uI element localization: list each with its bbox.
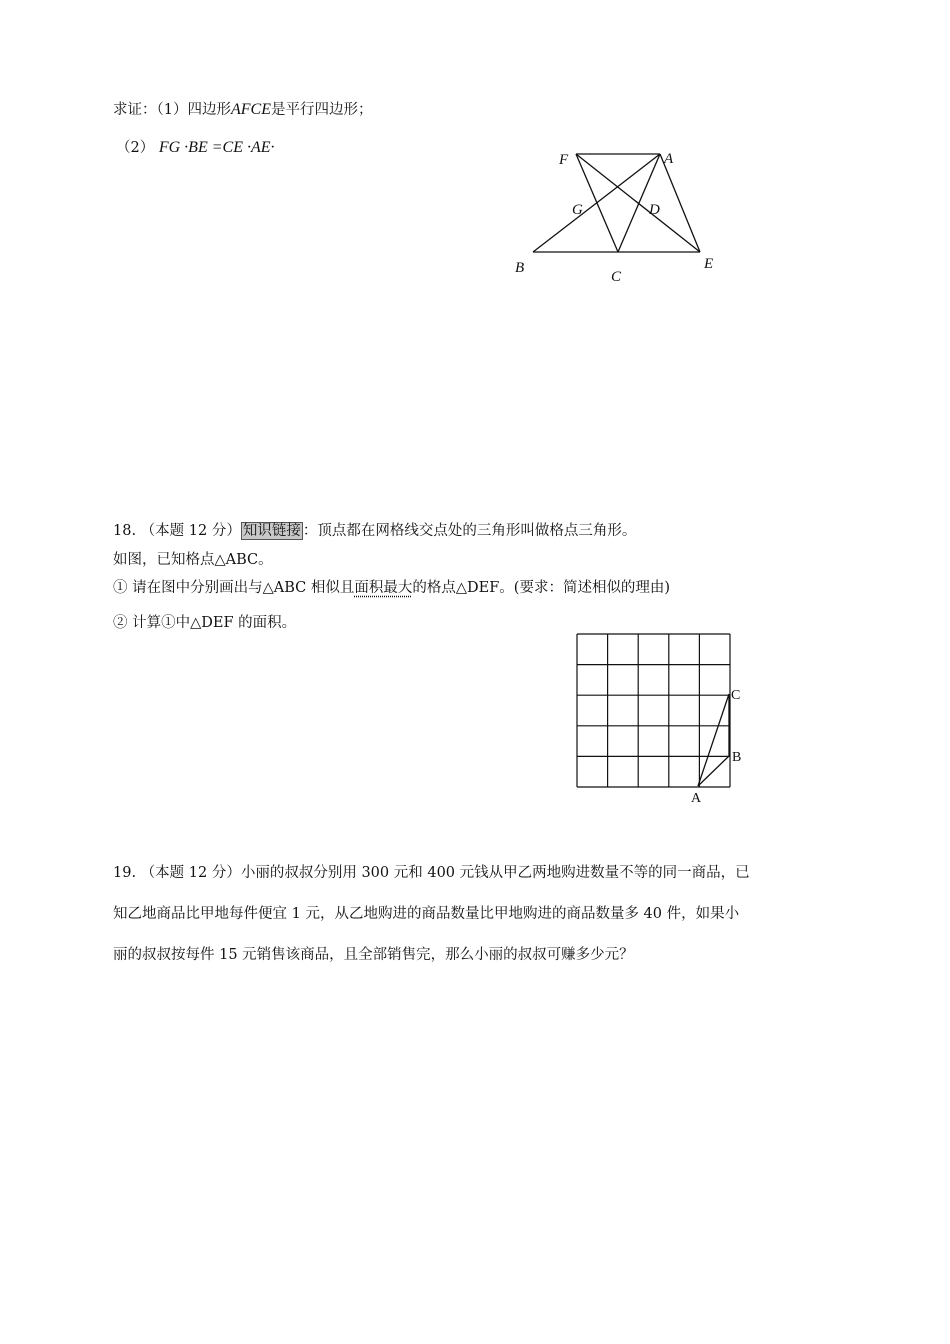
q18-intro: ：顶点都在网格线交点处的三角形叫做格点三角形。	[302, 523, 637, 539]
q19-line3: 丽的叔叔按每件 15 元销售该商品，且全部销售完，那么小丽的叔叔可赚多少元？	[113, 947, 634, 963]
q17-prove-prefix: 求证：（1）四边形	[113, 102, 231, 118]
q19-line1	[113, 863, 750, 883]
q18-number: 18.	[113, 523, 137, 539]
label-G: G	[572, 202, 583, 218]
segment-BA	[533, 154, 660, 252]
label-A: A	[664, 151, 674, 167]
grid-label-C: C	[731, 688, 741, 703]
q17-shape-name: AFCE	[230, 101, 271, 118]
q17-part2-line	[116, 138, 275, 158]
grid-label-A: A	[691, 791, 702, 806]
q18-task1	[113, 578, 670, 598]
q18-task1-suffix: 的格点△DEF。(要求：简述相似的理由)	[412, 580, 671, 596]
label-F: F	[559, 152, 569, 168]
segment-FE	[576, 154, 700, 252]
label-C: C	[611, 269, 622, 285]
segment-AE	[660, 154, 700, 252]
q18-header	[113, 521, 636, 541]
segment-FC	[576, 154, 618, 252]
triangle-side-AC	[698, 694, 729, 786]
q18-task1-emphasis: 面积最大	[354, 580, 413, 596]
q18-task2: ② 计算①中△DEF 的面积。	[113, 615, 297, 631]
triangle-side-AB	[698, 756, 729, 786]
q18-score: （本题 12 分）	[140, 523, 241, 539]
label-D: D	[649, 202, 660, 218]
q18-tag: 知识链接	[242, 523, 301, 539]
segment-AC	[618, 154, 660, 252]
q19-text-1: （本题 12 分）小丽的叔叔分别用 300 元和 400 元钱从甲乙两地购进数量不等的同一商品，已	[140, 865, 750, 881]
q17-prove-line	[113, 100, 372, 120]
q17-prove-suffix: 是平行四边形；	[270, 102, 373, 118]
q18-given: 如图，已知格点△ABC。	[113, 552, 273, 568]
q19-number: 19.	[113, 865, 137, 881]
q18-task1-prefix: ① 请在图中分别画出与△ABC 相似且	[113, 580, 355, 596]
label-E: E	[704, 256, 714, 272]
q17-part2-num: （2）	[116, 140, 155, 156]
label-B: B	[515, 260, 525, 276]
q19-line2: 知乙地商品比甲地每件便宜 1 元，从乙地购进的商品数量比甲地购进的商品数量多 40 件，如果小	[113, 906, 740, 922]
q17-part2-expr: FG ·BE =CE ·AE·	[158, 139, 275, 156]
grid-label-B: B	[732, 750, 742, 765]
